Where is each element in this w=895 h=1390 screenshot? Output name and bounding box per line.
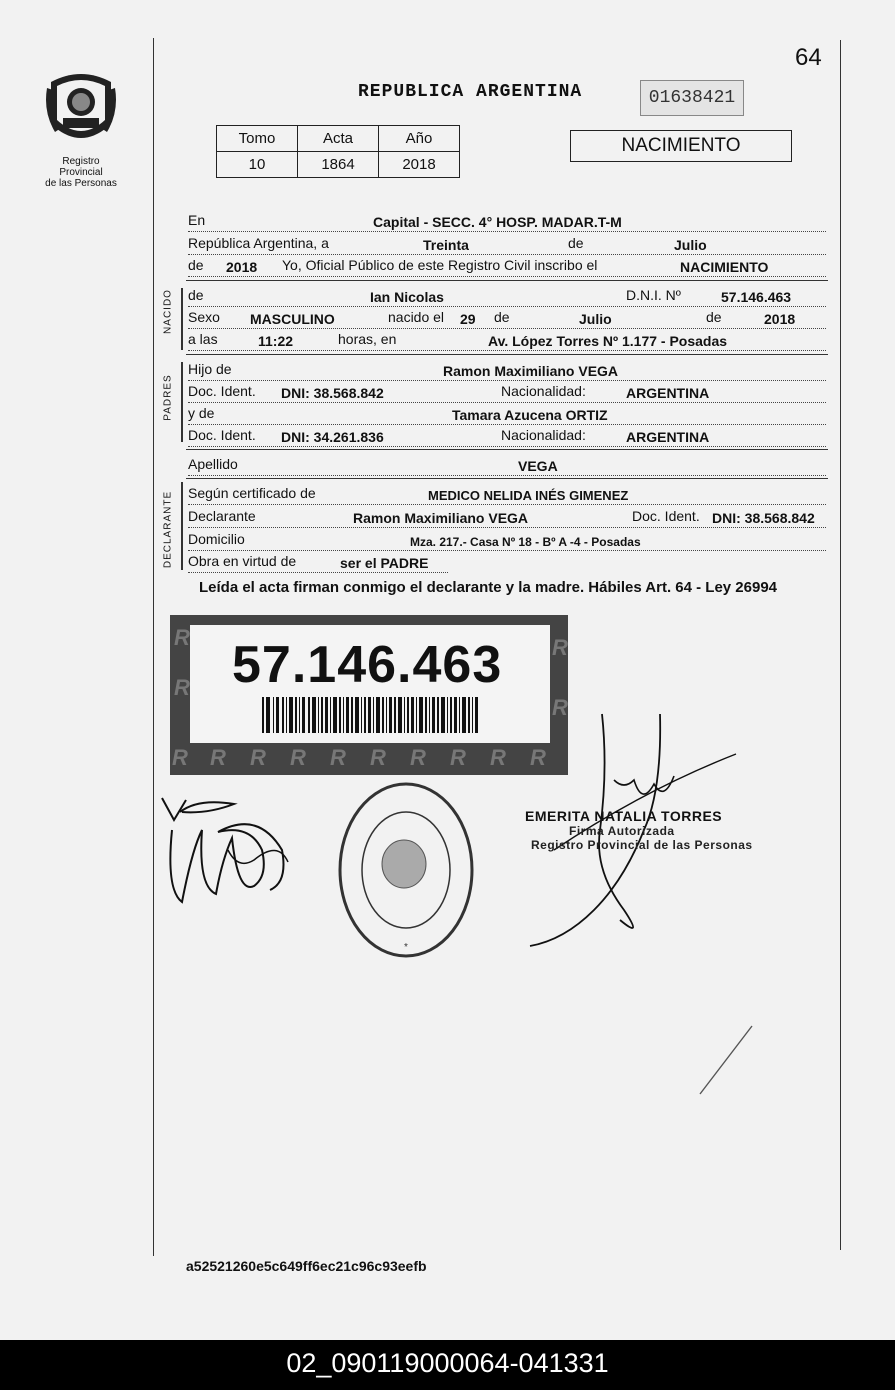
bracket-padres [181, 362, 183, 442]
value-dni: 57.146.463 [721, 289, 792, 305]
value-year: 2018 [226, 259, 258, 275]
value-mother-nat: ARGENTINA [626, 429, 710, 445]
value-capacity: ser el PADRE [340, 555, 429, 571]
line-mother-doc [188, 424, 826, 447]
page-number: 64 [795, 44, 822, 71]
value-act: NACIMIENTO [680, 259, 769, 275]
svg-text:R: R [370, 745, 386, 770]
label-nacido-el: nacido el [388, 309, 445, 325]
label-segun: Según certificado de [188, 485, 316, 501]
registro-logo [40, 68, 122, 189]
svg-text:R: R [174, 625, 190, 650]
footer-id-bar: 02_090119000064-041331 [0, 1340, 895, 1390]
svg-text:R: R [250, 745, 266, 770]
value-name: Ian Nicolas [370, 289, 444, 305]
label-sexo: Sexo [188, 309, 220, 325]
svg-text:R: R [174, 675, 190, 700]
label-yo: Yo, Oficial Público de este Registro Civil inscribo el [282, 257, 598, 273]
bracket-nacido [181, 288, 183, 350]
value-mother: Tamara Azucena ORTIZ [452, 407, 608, 423]
label-domicilio: Domicilio [188, 531, 245, 547]
label-de: de [568, 235, 584, 251]
label-apellido: Apellido [188, 456, 238, 472]
label-declarante: Declarante [188, 508, 256, 524]
serial-number: 01638421 [640, 80, 744, 116]
label-de-birthyear: de [706, 309, 722, 325]
label-nacionalidad-1: Nacionalidad: [501, 383, 586, 399]
label-y-de: y de [188, 405, 215, 421]
label-obra: Obra en virtud de [188, 553, 297, 569]
line-certificate [188, 482, 826, 505]
record-table [216, 125, 460, 178]
th-acta: Acta [298, 126, 379, 152]
label-de-year: de [188, 257, 204, 273]
line-mother [188, 402, 826, 425]
label-a-las: a las [188, 331, 218, 347]
record-table-header [217, 126, 460, 152]
svg-text:R: R [552, 635, 568, 660]
value-birth-day: 29 [460, 311, 476, 327]
line-father-doc [188, 380, 826, 403]
logo-caption-line1: Registro Provincial [59, 156, 103, 178]
signatory-title: Firma Autorizada [569, 824, 675, 838]
line-sex [188, 306, 826, 329]
svg-text:R: R [172, 745, 188, 770]
th-anio: Año [379, 126, 460, 152]
value-birth-month: Julio [579, 311, 612, 327]
value-mother-dni: DNI: 34.261.836 [281, 429, 384, 445]
value-father: Ramon Maximiliano VEGA [443, 363, 619, 379]
td-anio: 2018 [379, 152, 460, 178]
line-date [188, 232, 826, 255]
logo-caption [40, 156, 122, 189]
label-dni: D.N.I. Nº [626, 287, 681, 303]
value-sex: MASCULINO [250, 311, 335, 327]
svg-text:R: R [450, 745, 466, 770]
declarant-signature [158, 790, 298, 920]
value-certificate: MEDICO NELIDA INÉS GIMENEZ [428, 488, 629, 503]
line-name [188, 284, 826, 307]
label-en: En [188, 212, 206, 228]
right-margin-line [840, 40, 841, 1250]
svg-text:R: R [410, 745, 426, 770]
line-surname [188, 453, 826, 476]
signatory-block [525, 808, 753, 852]
svg-text:*: * [404, 942, 408, 953]
value-birth-place: Av. López Torres Nº 1.177 - Posadas [488, 333, 728, 349]
label-de-name: de [188, 287, 204, 303]
svg-text:R: R [490, 745, 506, 770]
line-time [188, 328, 826, 351]
pen-mark [690, 1020, 760, 1100]
document-title: REPUBLICA ARGENTINA [358, 82, 583, 102]
value-declarant: Ramon Maximiliano VEGA [353, 510, 529, 526]
dni-sticker [170, 615, 568, 775]
value-father-dni: DNI: 38.568.842 [281, 385, 384, 401]
td-tomo: 10 [217, 152, 298, 178]
document-hash: a52521260e5c649ff6ec21c96c93eefb [186, 1258, 427, 1274]
left-margin-line [153, 38, 154, 1256]
th-tomo: Tomo [217, 126, 298, 152]
side-label-nacido: NACIDO [162, 289, 174, 334]
value-surname: VEGA [518, 458, 558, 474]
separator-3 [186, 449, 828, 450]
label-de-month: de [494, 309, 510, 325]
value-address: Mza. 217.- Casa Nº 18 - Bº A -4 - Posadas [410, 535, 641, 549]
closing-text: Leída el acta firman conmigo el declarante y la madre. Hábiles Art. 64 - Ley 26994 [199, 579, 778, 596]
value-father-nat: ARGENTINA [626, 385, 710, 401]
svg-text:R: R [290, 745, 306, 770]
record-table-values [217, 152, 460, 178]
svg-text:R: R [530, 745, 546, 770]
act-type-box: NACIMIENTO [570, 130, 792, 162]
separator-4 [186, 478, 828, 479]
logo-caption-line2: de las Personas [45, 178, 117, 189]
side-label-declarante: DECLARANTE [162, 490, 174, 569]
value-declarant-dni: DNI: 38.568.842 [712, 510, 815, 526]
label-horas-en: horas, en [338, 331, 397, 347]
misiones-emblem-icon [43, 68, 119, 152]
value-time: 11:22 [258, 333, 294, 349]
label-nacionalidad-2: Nacionalidad: [501, 427, 586, 443]
line-declarant [188, 505, 826, 528]
line-place [188, 209, 826, 232]
svg-text:R: R [330, 745, 346, 770]
signatory-office: Registro Provincial de las Personas [531, 838, 753, 852]
label-doc-ident-3: Doc. Ident. [632, 508, 700, 524]
line-address [188, 528, 826, 551]
separator-2 [186, 354, 828, 355]
separator-1 [186, 280, 828, 281]
signatory-name: EMERITA NATALIA TORRES [525, 808, 723, 824]
line-father [188, 358, 826, 381]
dni-sticker-number: 57.146.463 [232, 636, 503, 694]
label-doc-ident-1: Doc. Ident. [188, 383, 256, 399]
line-capacity [188, 550, 448, 573]
line-year [188, 254, 826, 277]
bracket-declarante [181, 482, 183, 570]
value-place: Capital - SECC. 4° HOSP. MADAR.T-M [373, 214, 622, 230]
td-acta: 1864 [298, 152, 379, 178]
svg-text:R: R [552, 695, 568, 720]
value-day-words: Treinta [423, 237, 469, 253]
label-republica: República Argentina, a [188, 235, 329, 251]
value-birth-year: 2018 [764, 311, 796, 327]
label-doc-ident-2: Doc. Ident. [188, 427, 256, 443]
side-label-padres: PADRES [162, 374, 174, 421]
registro-stamp [336, 780, 476, 960]
label-hijo-de: Hijo de [188, 361, 232, 377]
value-month: Julio [674, 237, 707, 253]
svg-text:R: R [210, 745, 226, 770]
